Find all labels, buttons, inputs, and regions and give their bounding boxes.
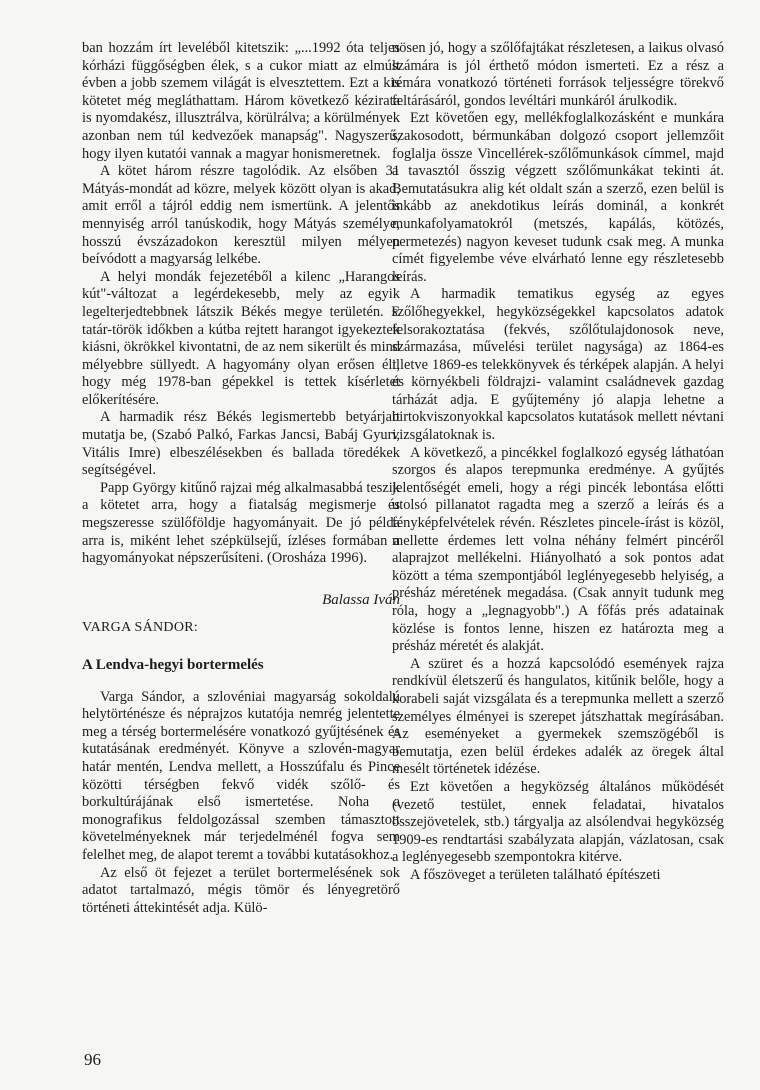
paragraph: A főszöveget a területen található építészeti	[410, 866, 661, 883]
left-column	[82, 40, 400, 917]
paragraph: nösen jó, hogy a szőlőfajtákat részletesen, a laikus olvasó számára is jól érthető módon ismerteti. Ez a rész a témára vonatkozó történeti források teljességre törekvő feltárásáról, gondos levéltári munkáról árulkodik.	[392, 40, 724, 109]
paragraph: Az első öt fejezet a terület bortermelésének sok adatot tartalmazó, mégis tömör és lényegretörő történeti áttekintését adja. Külö-	[82, 864, 400, 916]
paragraph: A kötet három részre tagolódik. Az elsőben 31 Mátyás-mondát ad közre, melyek között olyan is akad, amit erről a tájról eddig nem ismertünk. A jelentős mennyiség arról tanúskodik, hogy Mátyás személye, hosszú évszázadokon keresztül milyen mélyen beívódott a magyarság lelkébe.	[82, 163, 400, 268]
paragraph: A harmadik rész Békés legismertebb betyárjait mutatja be, (Szabó Palkó, Farkas Jancsi, Babáj Gyuri, Vitális Imre) elbeszélésekben és ballada töredékek segítségével.	[82, 409, 400, 479]
paragraph: A következő, a pincékkel foglalkozó egység láthatóan szorgos és alapos terepmunka eredménye. A gyűjtés jelentőségét emeli, hogy a régi pincék lebontása előtti utolsó pillanatot ragadta meg a szerző a leírás és a fényképfelvételek révén. Részletes pincele-írást is közöl, mellette érdemes lett volna néhány felmért pincéről alaprajzot mellékelni. Hiányolható a sok pontos adat között a téma szempontjából leglényegesebb helyiség, a présház méretének megadása. (Csak annyit tudunk meg róla, hogy a „legnagyobb".) A főfás prés adatainak közlése is fontos lenne, hiszen ez határozta meg a présház méretét és alakját.	[392, 444, 724, 655]
paragraph: ban hozzám írt leveléből kitetszik: „...1992 óta teljes kórházi függőségben élek, s a cukor miatt az elmúlt évben a jobb szemem világát is elvesztettem. Ezt a kis kötetet még megláthattam. Három következő kézirata is nyomdakész, illusztrálva, körülrálva; a körülmények azonban nem túl kedvezőek manapság". Nagyszerű, hogy ilyen kutatói vannak a magyar honismeretnek.	[82, 40, 400, 162]
paragraph: Varga Sándor, a szlovéniai magyarság sokoldalú helytörténésze és néprajzos kutatója nemrég jelentette meg a térség bortermelésére vonatkozó gyűjtésének és kutatásának eredményét. Könyve a szlovén-magyar határ mentén, Lendva mellett, a Hosszúfalu és Pince közötti térségben fekvő vidék szőlő- és borkultúrájának első ismertetése. Noha a monografikus feldolgozással szemben támasztott követelményeknek már terjedelménél fogva sem felelhet meg, de alapot teremt a további kutatásokhoz.	[82, 688, 400, 863]
review-title: A Lendva-hegyi bortermelés	[82, 657, 264, 673]
paragraph: Ezt követően egy, mellékfoglalkozásként e munkára szakosodott, bérmunkában dolgozó csoport jellemzőit foglalja össze Vincellérek-szőlőmunkások címmel, majd a tavasztól ősszig végzett szőlőmunkákat tekinti át. Bemutatásukra alig két oldalt szán a szerző, ezen belül is inkább az anekdotikus leírás dominál, a konkrét munkafolyamatokról (metszés, kapálás, kötözés, permetezés) nagyon keveset tudunk csak meg. A munka címét figyelembe véve elvárható lenne egy részletesebb leírás.	[392, 110, 724, 285]
right-column	[392, 40, 724, 885]
review-author: VARGA SÁNDOR:	[82, 620, 199, 636]
paragraph: Papp György kitűnő rajzai még alkalmasabbá teszik a kötetet arra, hogy a fiatalság megismerje és megszeresse szülőföldje hagyományait. De jó példa arra is, miként lehet szépkülsejű, ízléses formában a hagyományokat népszerűsíteni. (Orosháza 1996).	[82, 479, 400, 567]
page-number: 96	[84, 1050, 101, 1069]
paragraph: A szüret és a hozzá kapcsolódó események rajza rendkívül életszerű és hangulatos, kitűnik belőle, hogy a korabeli saját vizsgálata és a terepmunka mellett a szerző személyes élményei is szerepet játszhattak megírásában. Az eseményeket a gyermekek szemszögéből is bemutatja, ezen belül érdekes adalék az öregek által mesélt történetek idézése.	[392, 655, 724, 778]
paragraph: A harmadik tematikus egység az egyes szőlőhegyekkel, hegyközségekkel kapcsolatos adatok felsorakoztatása (fekvés, szőlőtulajdonosok neve, származása, művelési terület nagysága) az 1864-es illetve 1869-es telekkönyvek és térképek alapján. A helyi és környékbeli földrajzi- valamint családnevek gazdag tárházát adja. E gyűjtemény jó alapja lehetne a birtokviszonyokkal kapcsolatos kutatások mellett névtani vizsgálatoknak is.	[392, 286, 724, 444]
paragraph: A helyi mondák fejezetéből a kilenc „Harangos kút"-változat a legérdekesebb, mely az egyik legelterjedtebbnek látszik Békés megye területén. E tatár-török időkben a kútba rejtett harangot igyekeztek kiásni, ökrökkel kivontatni, de az nem sikerült és mind mélyebbre süllyedt. A hagyomány olyan erősen élt, hogy még 1978-ban gépekkel is tettek kísérletet előkerítésére.	[82, 268, 400, 408]
paragraph: Ezt követően a hegyközség általános működését (vezető testület, ennek feladatai, hivatalos összejövetelek, stb.) tárgyalja az alsólendvai hegyközség 1909-es rendtartási szabályzata alapján, vázlatosan, csak a leglényegesebb szempontokra kitérve.	[392, 778, 724, 866]
review-signature: Balassa Iván	[322, 591, 400, 608]
